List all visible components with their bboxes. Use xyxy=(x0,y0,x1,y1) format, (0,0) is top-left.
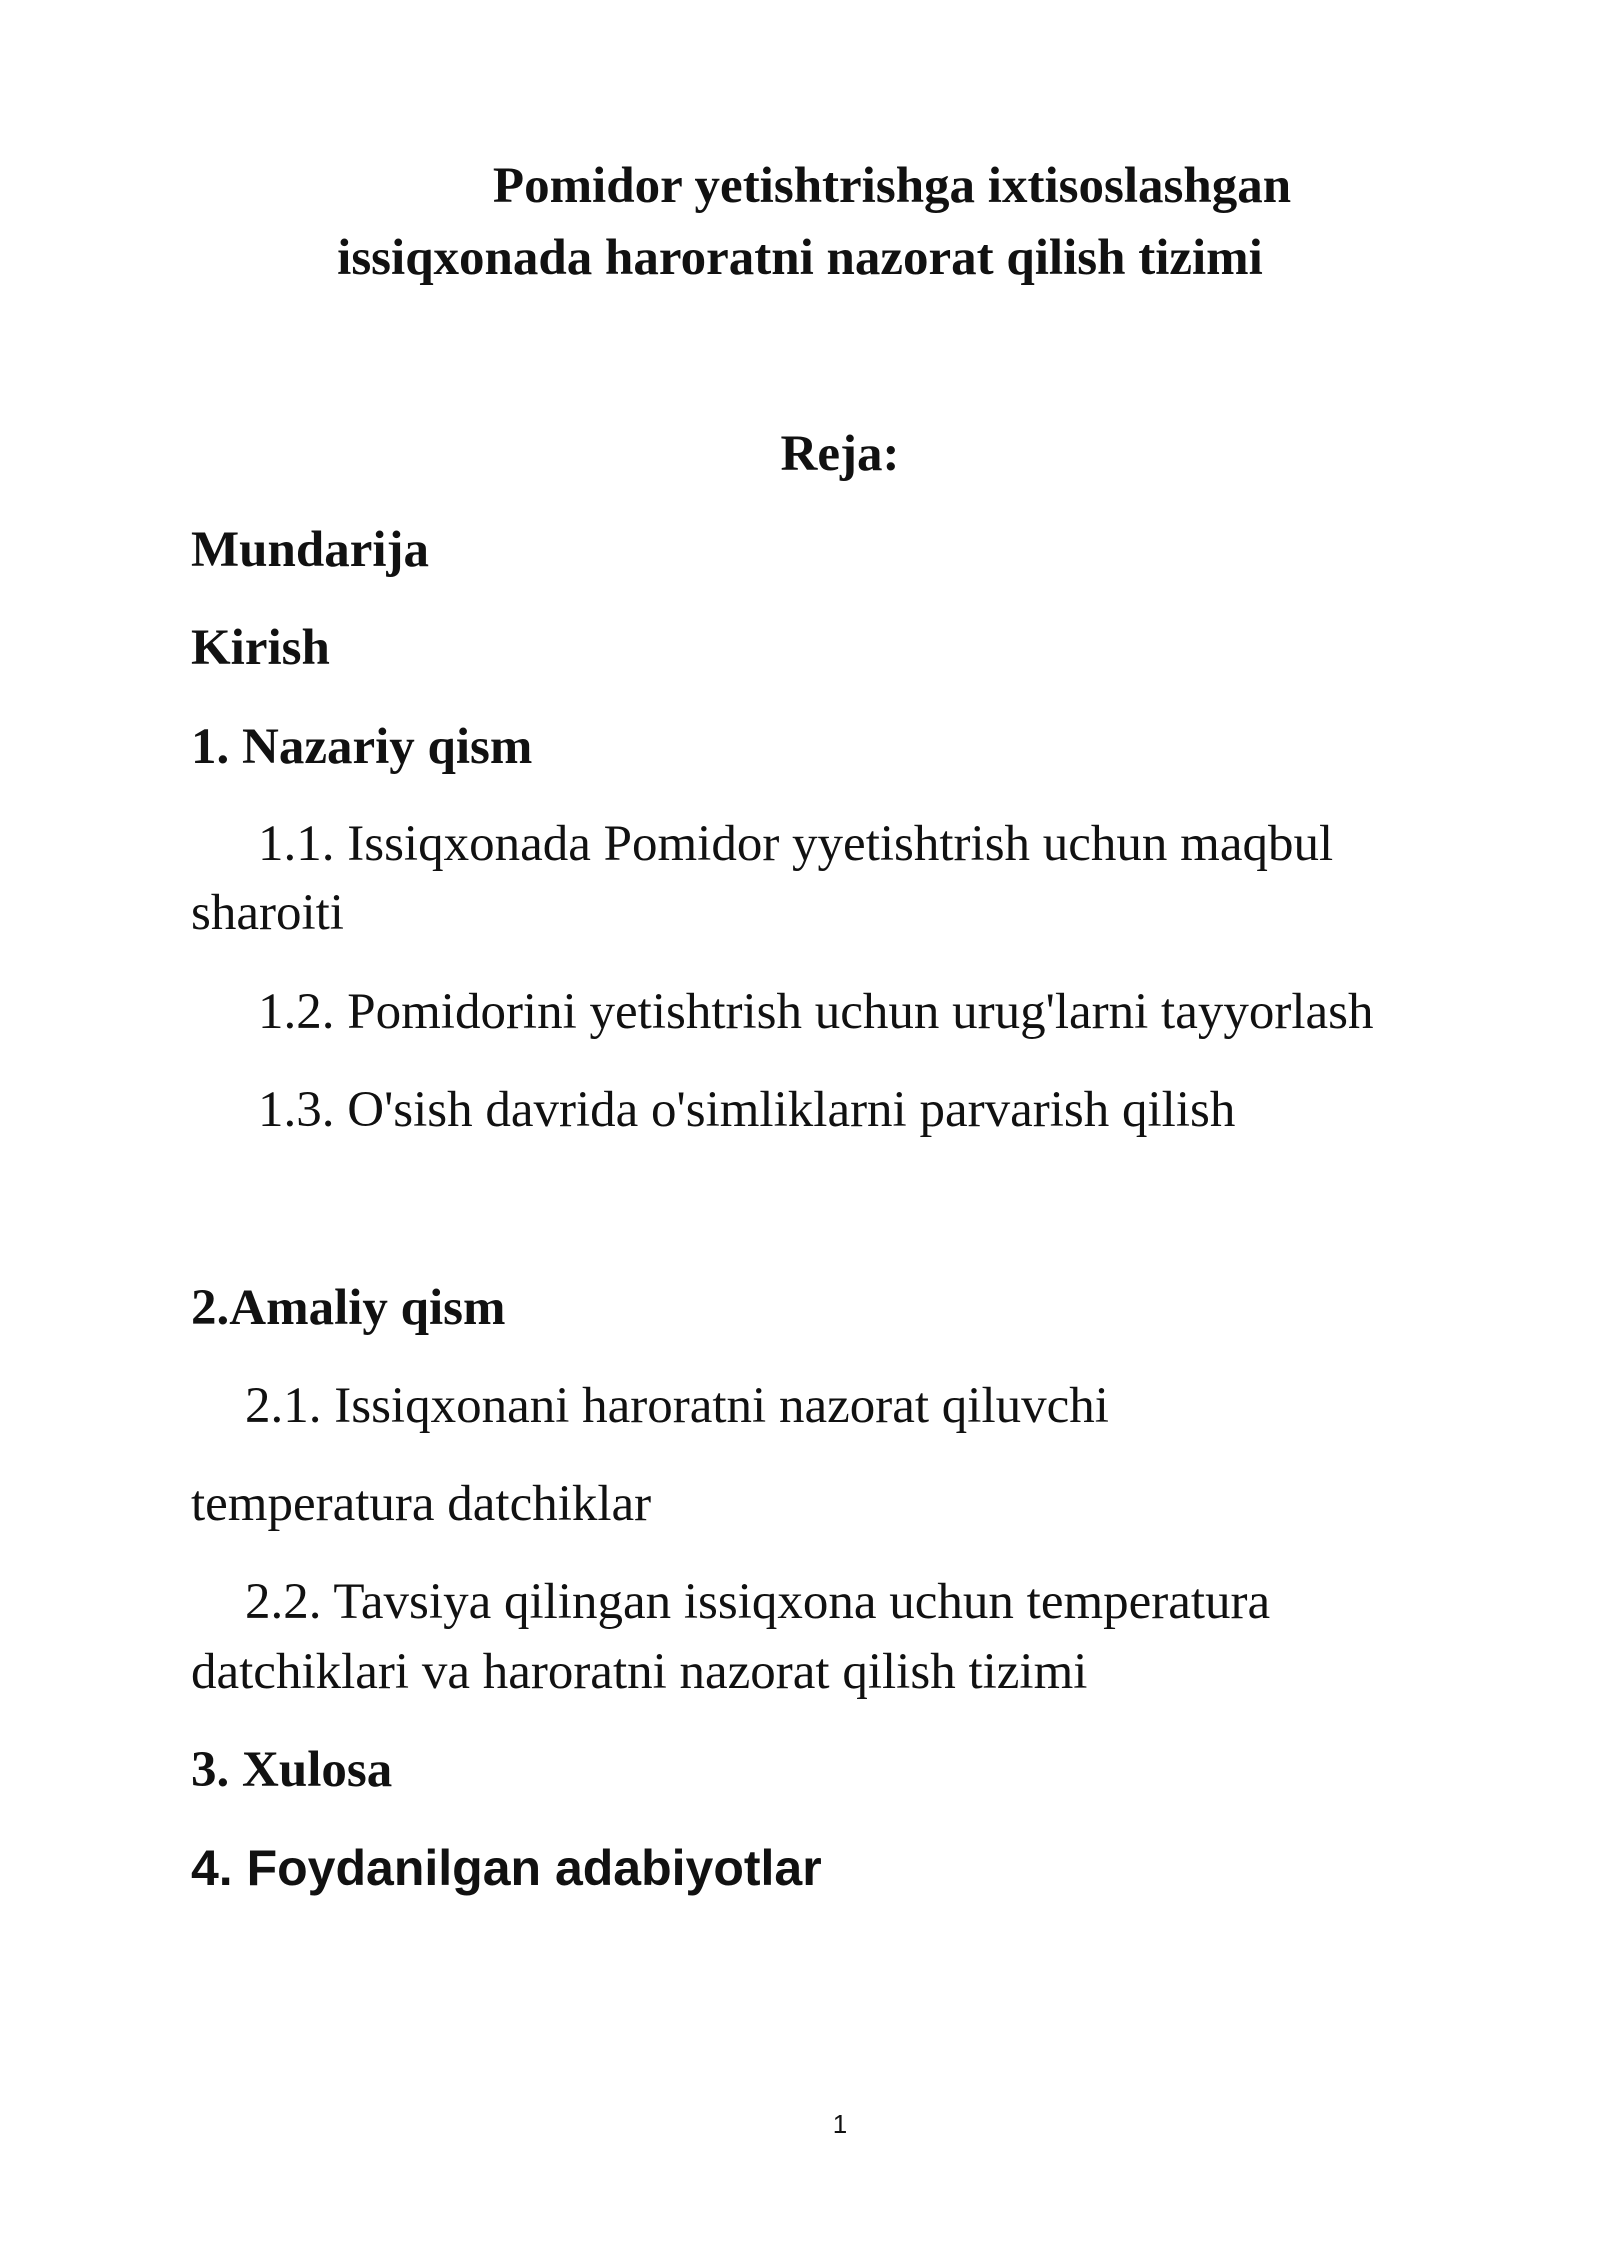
toc-part-2: 2.Amaliy qism xyxy=(191,1280,506,1336)
toc-item-1-1-line-2: sharoiti xyxy=(191,885,344,941)
plan-heading: Reja: xyxy=(780,426,900,482)
document-title-line-1: Pomidor yetishtrishga ixtisoslashgan xyxy=(492,158,1292,214)
toc-part-3: 3. Xulosa xyxy=(191,1742,393,1798)
toc-item-2-2-line-2: datchiklari va haroratni nazorat qilish tizimi xyxy=(191,1644,1088,1700)
toc-item-1-1-line-1: 1.1. Issiqxonada Pomidor yyetishtrish uchun maqbul xyxy=(258,816,1334,872)
toc-item-1-3: 1.3. O'sish davrida o'simliklarni parvarish qilish xyxy=(258,1082,1236,1138)
page-number: 1 xyxy=(832,2109,848,2139)
toc-intro: Kirish xyxy=(191,620,330,676)
document-title-line-2: issiqxonada haroratni nazorat qilish tizimi xyxy=(337,230,1263,286)
toc-item-2-1-line-2: temperatura datchiklar xyxy=(191,1476,652,1532)
toc-part-4: 4. Foydanilgan adabiyotlar xyxy=(191,1840,822,1896)
toc-item-2-2-line-1: 2.2. Tavsiya qilingan issiqxona uchun temperatura xyxy=(245,1574,1271,1630)
toc-item-2-1-line-1: 2.1. Issiqxonani haroratni nazorat qiluvchi xyxy=(245,1378,1109,1434)
toc-contents: Mundarija xyxy=(191,522,430,578)
toc-item-1-2: 1.2. Pomidorini yetishtrish uchun urug'larni tayyorlash xyxy=(258,984,1374,1040)
toc-part-1: 1. Nazariy qism xyxy=(191,719,533,775)
